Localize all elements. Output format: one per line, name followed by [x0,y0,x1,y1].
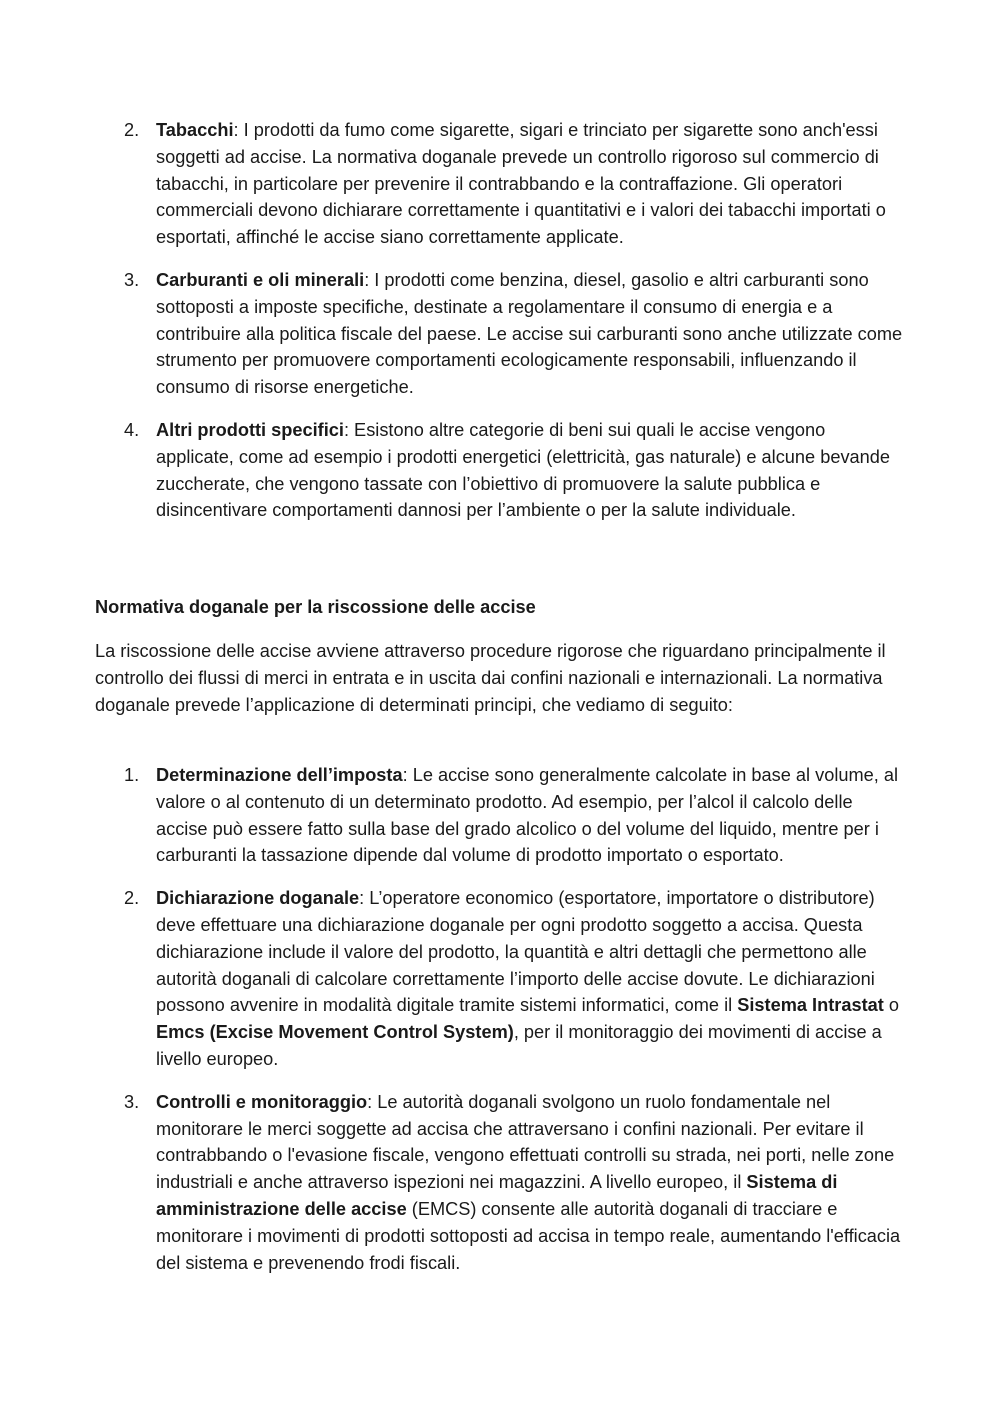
list-item-text [156,762,906,869]
section-heading: Normativa doganale per la riscossione delle accise [95,597,536,617]
list-item-body: : I prodotti come benzina, diesel, gasolio e altri carburanti sono sottoposti a imposte specifiche, destinate a regolamentare il consumo di energia e a contribuire alla politica fiscale del paese. Le accise sui carburanti sono anche utilizzate come strumento per promuovere comportamenti ecologicamente responsabili, influenzando il consumo di risorse energetiche. [156,269,903,398]
list-item [0,1089,906,1277]
list-item-number: 1. [124,765,140,785]
customs-principles-list [0,762,1000,1276]
list-item-title: Determinazione dell’imposta [156,765,403,785]
list-item-body: : I prodotti da fumo come sigarette, sigari e trinciato per sigarette sono anch'essi soggetti ad accise. La normativa doganale prevede un controllo rigoroso sul commercio di tabacchi, in particolare per prevenire il contrabbando e la contraffazione. Gli operatori commerciali devono dichiarare correttamente i quantitativi e i valori dei tabacchi importati o esportati, affinché le accise siano correttamente applicate. [156,120,886,248]
list-item-text [156,1089,906,1277]
list-item-number: 2. [124,120,140,140]
list-item-title: Controlli e monitoraggio [156,1091,368,1112]
list-item-title: Dichiarazione doganale [156,888,360,909]
list-item-number: 3. [124,269,140,290]
list-item-title: Tabacchi [156,120,234,140]
list-item [0,117,906,251]
system-name-bold: Emcs (Excise Movement Control System) [156,1022,514,1043]
list-item-text [156,417,906,524]
list-item-body: : L’operatore economico (esportatore, importatore o distributore) deve effettuare una dichiarazione doganale per ogni prodotto soggetto a accisa. Questa dichiarazione include il valore del prodotto, la quantità e altri dettagli che permettono alle autorità doganali di calcolare correttamente l’importo delle accise dovute. Le dichiarazioni possono avvenire in modalità digitale tramite sistemi informatici, come il [156,888,875,1016]
list-item-number: 3. [124,1091,140,1112]
list-item [0,267,906,401]
section-paragraph: La riscossione delle accise avviene attraverso procedure rigorose che riguardano principalmente il controllo dei flussi di merci in entrata e in uscita dai confini nazionali e internazionali. La normativa doganale prevede l’applicazione di determinati principi, che vediamo di seguito: [95,641,886,715]
list-item-title: Carburanti e oli minerali [156,269,365,290]
excise-categories-list [0,117,1000,524]
system-name-bold: Sistema Intrastat [737,995,884,1016]
list-item-text [156,885,906,1073]
system-name-bold: Sistema di amministrazione delle accise [156,1172,838,1219]
list-item-body: o [883,995,899,1016]
list-item-text [156,267,906,401]
list-item-body: : Le autorità doganali svolgono un ruolo fondamentale nel monitorare le merci soggette ad accisa che attraversano i confini nazionali. Per evitare il contrabbando o l'evasione fiscale, vengono effettuati controlli su strada, nei porti, nelle zone industriali e anche attraverso ispezioni nei magazzini. A livello europeo, il [156,1091,895,1193]
list-item-number: 2. [124,888,140,909]
list-item-body: (EMCS) consente alle autorità doganali di tracciare e monitorare i movimenti di prodotti sottoposti ad accisa in tempo reale, aumentando l'efficacia del sistema e prevenendo frodi fiscali. [156,1198,901,1273]
list-item-body: : Le accise sono generalmente calcolate in base al volume, al valore o al contenuto di un determinato prodotto. Ad esempio, per l’alcol il calcolo delle accise può essere fatto sulla base del grado alcolico o del volume del liquido, mentre per i carburanti la tassazione dipende dal volume di prodotto importato o esportato. [156,765,899,866]
list-item [0,417,906,524]
list-item-title: Altri prodotti specifici [156,419,344,440]
list-item-body: , per il monitoraggio dei movimenti di accise a livello europeo. [156,1022,882,1069]
list-item [0,762,906,869]
list-item-number: 4. [124,419,140,440]
list-item [0,885,906,1073]
list-item-body: : Esistono altre categorie di beni sui quali le accise vengono applicate, come ad esempio i prodotti energetici (elettricità, gas naturale) e alcune bevande zuccherate, che vengono tassate con l’obiettivo di promuovere la salute pubblica e disincentivare comportamenti dannosi per l’ambiente o per la salute individuale. [156,419,890,521]
list-item-text [156,117,906,251]
